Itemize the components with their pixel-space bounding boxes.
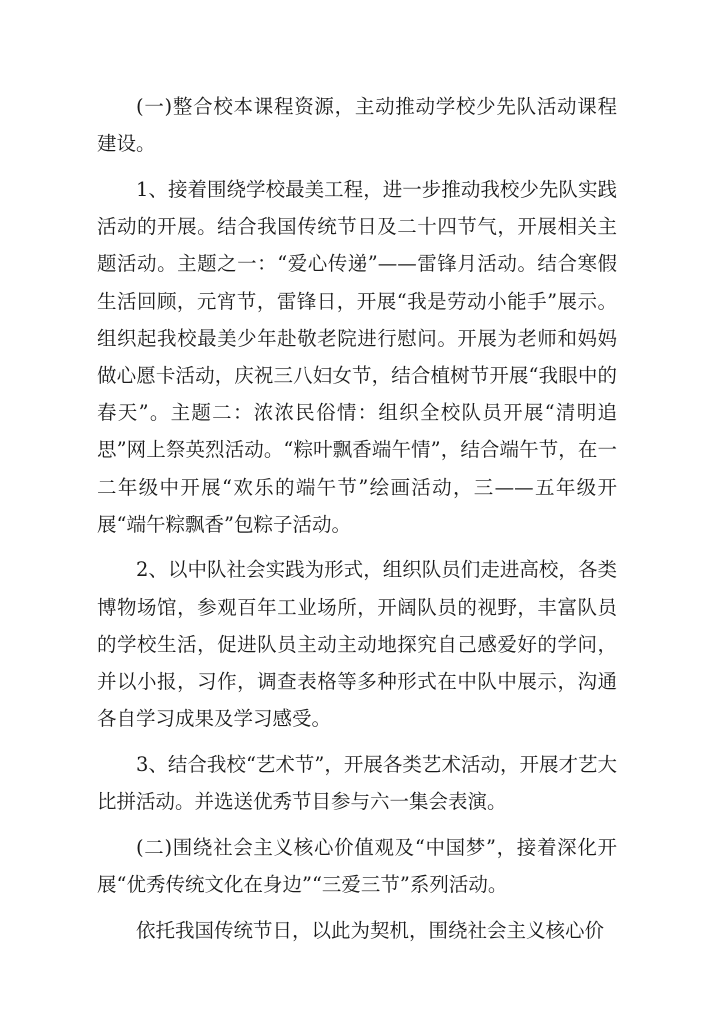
paragraph-item-3: 3、结合我校“艺术节”，开展各类艺术活动，开展才艺大比拼活动。并选送优秀节目参与六一集会表演。 — [97, 752, 617, 814]
paragraph-continuation: 依托我国传统节日，以此为契机，围绕社会主义核心价 — [136, 918, 605, 942]
paragraph-section-2-heading: (二)围绕社会主义核心价值观及“中国梦”，接着深化开展“优秀传统文化在身边”“三爱三节”系列活动。 — [97, 835, 617, 897]
body-text — [97, 88, 617, 949]
paragraph-item-1: 1、接着围绕学校最美工程，进一步推动我校少先队实践活动的开展。结合我国传统节日及二十四节气，开展相关主题活动。主题之一：“爱心传递”——雷锋月活动。结合寒假生活回顾，元宵节，雷锋日，开展“我是劳动小能手”展示。组织起我校最美少年赴敬老院进行慰问。开展为老师和妈妈做心愿卡活动，庆祝三八妇女节，结合植树节开展“我眼中的春天”。主题二：浓浓民俗情：组织全校队员开展“清明追思”网上祭英烈活动。“粽叶飘香端午情”，结合端午节，在一二年级中开展“欢乐的端午节”绘画活动，三——五年级开展“端午粽飘香”包粽子活动。 — [97, 177, 617, 536]
paragraph-item-2: 2、以中队社会实践为形式，组织队员们走进高校，各类博物场馆，参观百年工业场所，开阔队员的视野，丰富队员的学校生活，促进队员主动主动地探究自己感爱好的学问，并以小报，习作，调查表格等多种形式在中队中展示，沟通各自学习成果及学习感受。 — [97, 558, 617, 731]
paragraph-section-1-heading: (一)整合校本课程资源，主动推动学校少先队活动课程建设。 — [97, 95, 617, 156]
